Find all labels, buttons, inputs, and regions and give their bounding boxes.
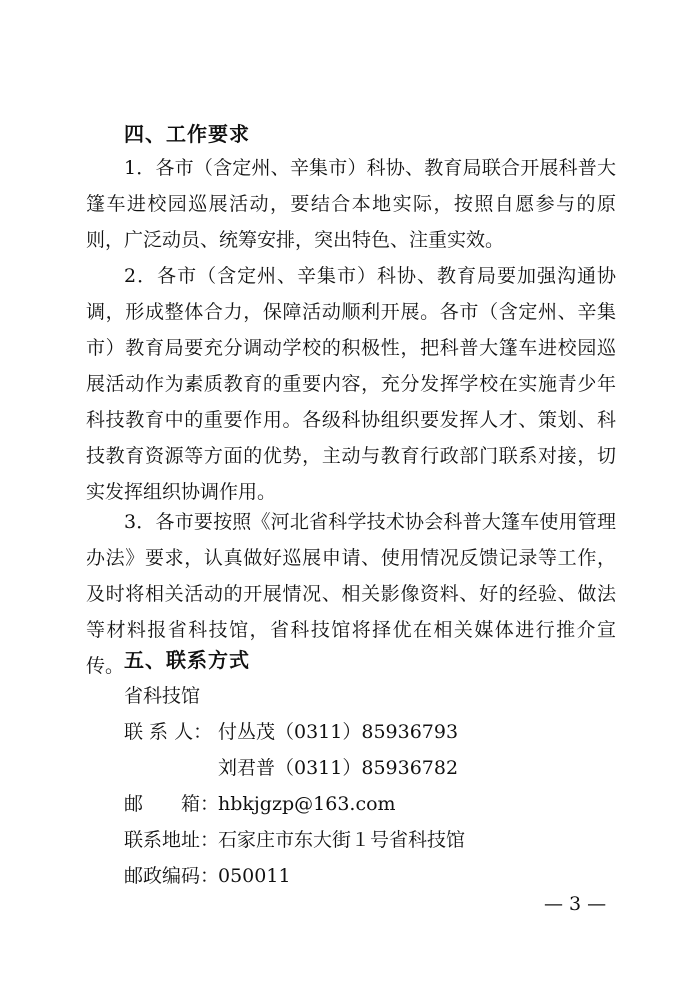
contact-person-1: 付丛茂（0311）85936793 [218,721,459,743]
email-address: hbkjgzp@163.com [218,793,396,815]
contact-person-2: 刘君普（0311）85936782 [218,757,459,779]
requirement-item-3: 3．各市要按照《河北省科学技术协会科普大篷车使用管理办法》要求，认真做好巡展申请、使用情况反馈记录等工作，及时将相关活动的开展情况、相关影像资料、好的经验、做法等材料报省科技馆，省科技馆将择优在相关媒体进行推介宣传。 [86,511,616,677]
postcode-label: 邮政编码： [124,865,220,887]
contact-organization: 省科技馆 [124,685,201,707]
section-4-heading: 四、工作要求 [124,122,250,146]
email-label: 邮 箱： [124,793,220,815]
address-value: 石家庄市东大街１号省科技馆 [218,829,466,851]
contact-person-label: 联 系 人： [124,721,213,743]
postcode-value: 050011 [218,865,291,887]
section-5-heading: 五、联系方式 [124,648,250,672]
address-label: 联系地址： [124,829,220,851]
requirement-item-1: 1．各市（含定州、辛集市）科协、教育局联合开展科普大篷车进校园巡展活动，要结合本地实际，按照自愿参与的原则，广泛动员、统筹安排，突出特色、注重实效。 [86,157,616,251]
page-number: — 3 — [544,893,607,915]
requirement-item-2: 2．各市（含定州、辛集市）科协、教育局要加强沟通协调，形成整体合力，保障活动顺利开展。各市（含定州、辛集市）教育局要充分调动学校的积极性，把科普大篷车进校园巡展活动作为素质教育的重要内容，充分发挥学校在实施青少年科技教育中的重要作用。各级科协组织要发挥人才、策划、科技教育资源等方面的优势，主动与教育行政部门联系对接，切实发挥组织协调作用。 [86,265,616,503]
